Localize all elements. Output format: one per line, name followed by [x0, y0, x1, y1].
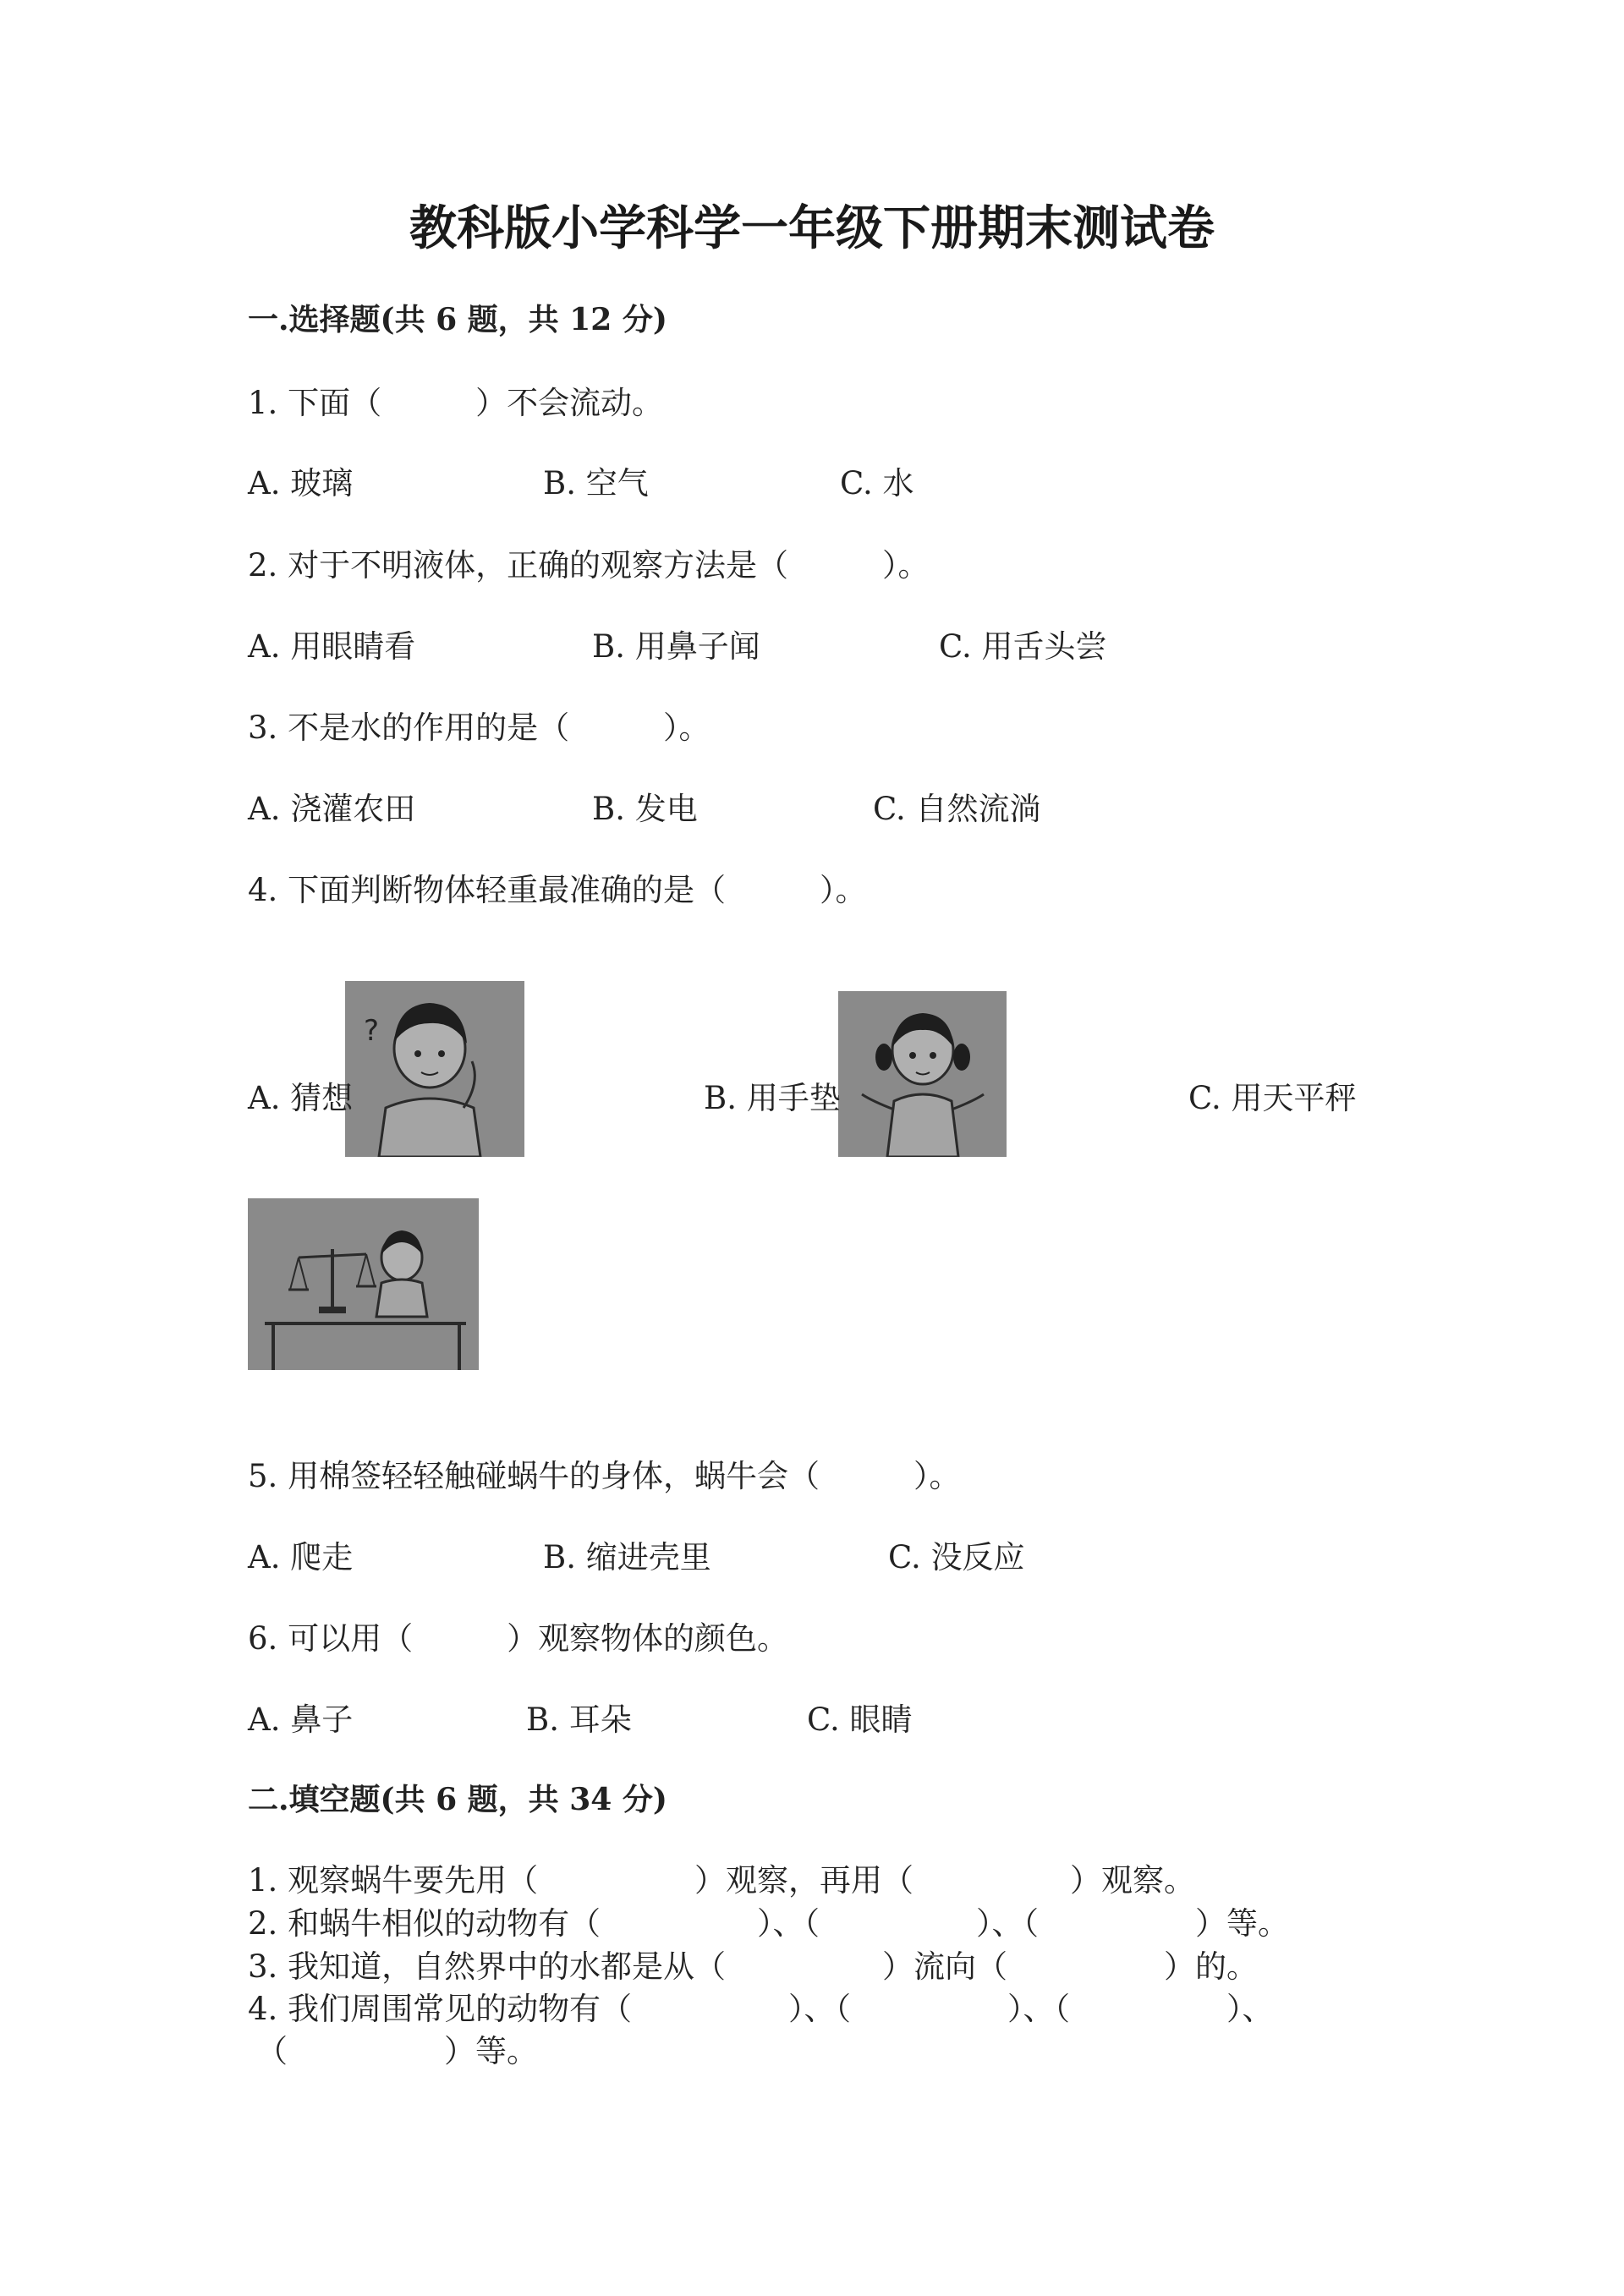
- fill-question-1: 1. 观察蜗牛要先用（ ）观察，再用（ ）观察。: [248, 1862, 1196, 1899]
- girl-weighing-hands-drawing: [838, 991, 1007, 1157]
- q5-option-c: C. 没反应: [888, 1539, 1025, 1575]
- section-heading-fill: 二.填空题(共 6 题，共 34 分): [248, 1782, 667, 1817]
- balance-scale-drawing: [248, 1198, 479, 1370]
- q1-option-c: C. 水: [840, 465, 914, 501]
- q4-option-c: C. 用天平秤: [1188, 1080, 1357, 1116]
- q6-option-b: B. 耳朵: [526, 1701, 632, 1738]
- q5-option-b: B. 缩进壳里: [543, 1539, 711, 1575]
- q6-option-a: A. 鼻子: [248, 1701, 354, 1738]
- q4-option-a: A. 猜想: [248, 1080, 354, 1116]
- svg-text:?: ?: [364, 1014, 380, 1048]
- q4-option-b: B. 用手垫: [704, 1080, 841, 1116]
- question-1: 1. 下面（ ）不会流动。: [248, 385, 664, 421]
- q3-option-a: A. 浇灌农田: [248, 791, 416, 827]
- q1-option-b: B. 空气: [543, 465, 649, 501]
- fill-question-3: 3. 我知道，自然界中的水都是从（ ）流向（ ）的。: [248, 1948, 1259, 1985]
- girl-with-balance-scale-image: [248, 1198, 479, 1370]
- q6-option-c: C. 眼睛: [807, 1701, 913, 1738]
- page-title: 教科版小学科学一年级下册期末测试卷: [409, 200, 1215, 256]
- question-3: 3. 不是水的作用的是（ ）。: [248, 710, 710, 746]
- q5-option-a: A. 爬走: [248, 1539, 354, 1575]
- fill-question-4-continued: （ ）等。: [256, 2033, 538, 2069]
- q2-option-b: B. 用鼻子闻: [592, 628, 760, 665]
- q3-option-b: B. 发电: [592, 791, 698, 827]
- girl-weighing-hands-image: [838, 991, 1007, 1157]
- section-heading-choice: 一.选择题(共 6 题，共 12 分): [248, 302, 667, 337]
- question-2: 2. 对于不明液体，正确的观察方法是（ ）。: [248, 547, 930, 584]
- fill-question-4: 4. 我们周围常见的动物有（ ）、（ ）、（ ）、: [248, 1991, 1274, 2027]
- question-5: 5. 用棉签轻轻触碰蜗牛的身体，蜗牛会（ ）。: [248, 1458, 961, 1494]
- question-6: 6. 可以用（ ）观察物体的颜色。: [248, 1620, 789, 1657]
- q1-option-a: A. 玻璃: [248, 465, 354, 501]
- fill-question-2: 2. 和蜗牛相似的动物有（ ）、（ ）、（ ）等。: [248, 1905, 1290, 1942]
- q2-option-a: A. 用眼睛看: [248, 628, 416, 665]
- boy-thinking-image: [345, 981, 524, 1157]
- q3-option-c: C. 自然流淌: [873, 791, 1041, 827]
- boy-thinking-drawing: [345, 981, 524, 1157]
- question-4: 4. 下面判断物体轻重最准确的是（ ）。: [248, 872, 867, 908]
- q2-option-c: C. 用舌头尝: [939, 628, 1107, 665]
